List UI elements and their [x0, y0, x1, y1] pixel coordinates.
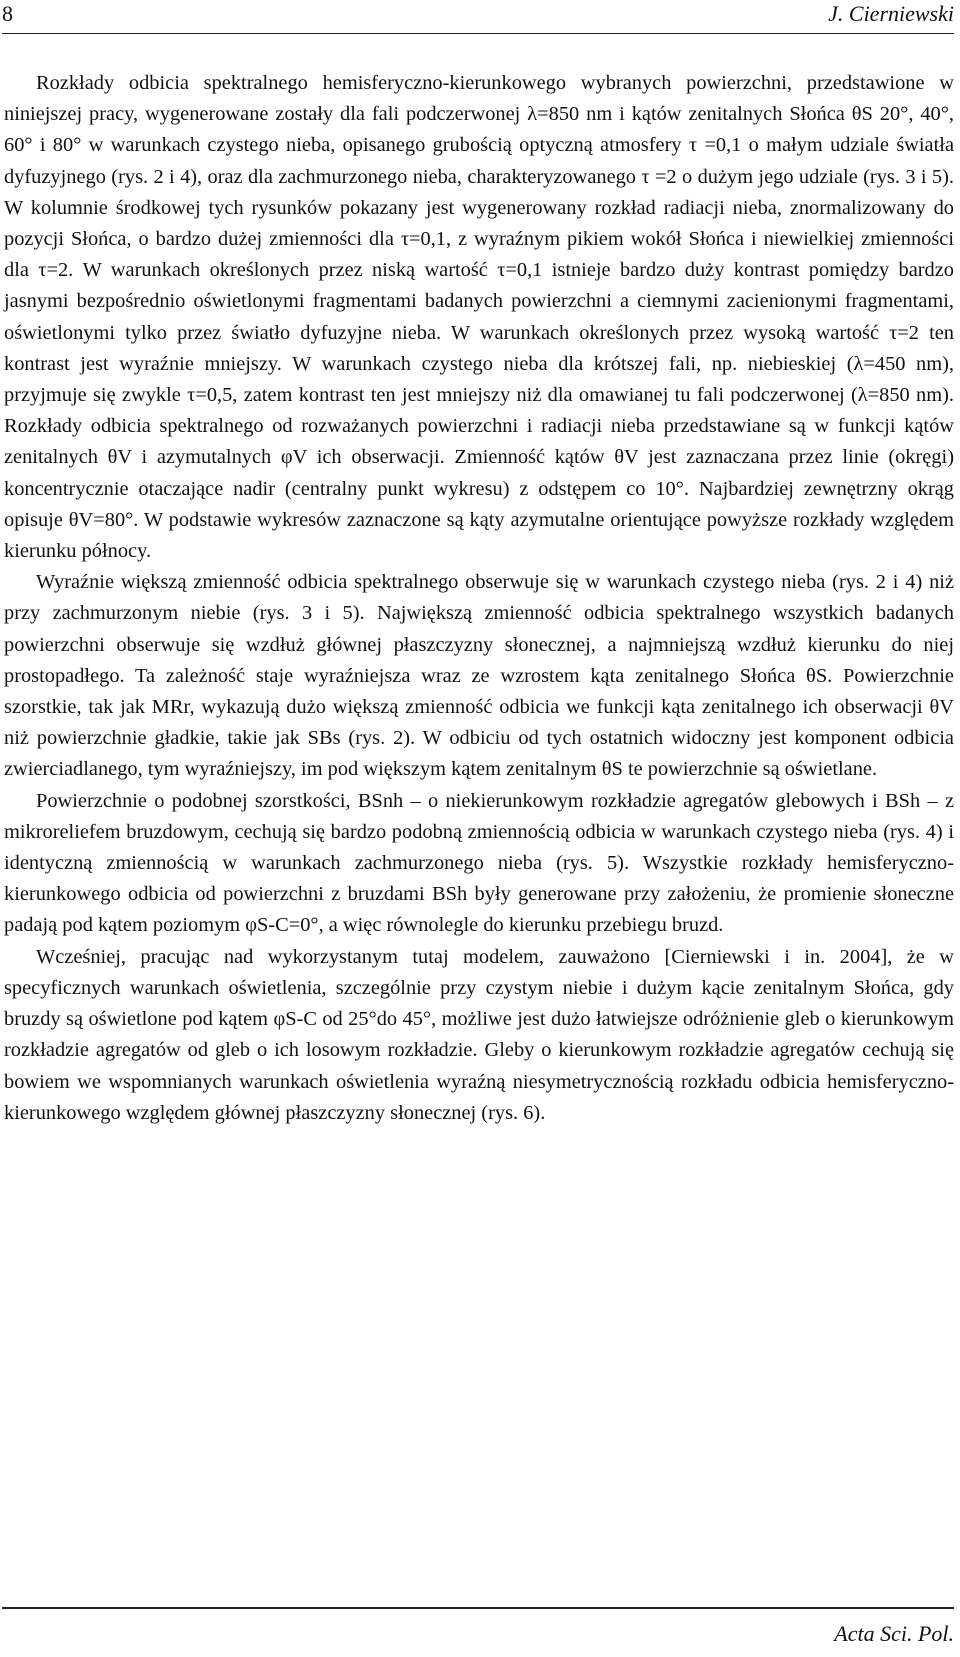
header-rule — [2, 33, 954, 34]
paragraph-1: Rozkłady odbicia spektralnego hemisferyczno-kierunkowego wybranych powierzchni, przedstawione w niniejszej pracy, wygenerowane zostały dla fali podczerwonej λ=850 nm i kątów zenitalnych Słońca θS 20°, 40°, 60° i 80° w warunkach czystego nieba, opisanego grubością optyczną atmosfery τ =0,1 o małym udziale światła dyfuzyjnego (rys. 2 i 4), oraz dla zachmurzonego nieba, charakteryzowanego τ =2 o dużym jego udziale (rys. 3 i 5). W kolumnie środkowej tych rysunków pokazany jest wygenerowany rozkład radiacji nieba, znormalizowany do pozycji Słońca, o bardzo dużej zmienności dla τ=0,1, z wyraźnym pikiem wokół Słońca i niewielkiej zmienności dla τ=2. W warunkach określonych przez niską wartość τ=0,1 istnieje bardzo duży kontrast pomiędzy bardzo jasnymi bezpośrednio oświetlonymi fragmentami badanych powierzchni a ciemnymi zacienionymi fragmentami, oświetlonymi tylko przez światło dyfuzyjne nieba. W warunkach określonych przez wysoką wartość τ=2 ten kontrast jest wyraźnie mniejszy. W warunkach czystego nieba dla krótszej fali, np. niebieskiej (λ=450 nm), przyjmuje się zwykle τ=0,5, zatem kontrast ten jest mniejszy niż dla omawianej tu fali podczerwonej (λ=850 nm). Rozkłady odbicia spektralnego od rozważanych powierzchni i radiacji nieba przedstawiane są w funkcji kątów zenitalnych θV i azymutalnych φV ich obserwacji. Zmienność kątów θV jest zaznaczana przez linie (okręgi) koncentrycznie otaczające nadir (centralny punkt wykresu) z odstępem co 10°. Najbardziej zewnętrzny okrąg opisuje θV=80°. W podstawie wykresów zaznaczone są kąty azymutalne orientujące powyższe rozkłady względem kierunku północy. — [4, 72, 954, 563]
paragraph-2: Wyraźnie większą zmienność odbicia spektralnego obserwuje się w warunkach czystego nieba (rys. 2 i 4) niż przy zachmurzonym niebie (rys. 3 i 5). Największą zmienność odbicia spektralnego wszystkich badanych powierzchni obserwuje się wzdłuż głównej płaszczyzny słonecznej, a najmniejszą wzdłuż kierunku do niej prostopadłego. Ta zależność staje wyraźniejsza wraz ze wzrostem kąta zenitalnego Słońca θS. Powierzchnie szorstkie, tak jak MRr, wykazują dużo większą zmienność odbicia we funkcji kąta zenitalnego ich obserwacji θV niż powierzchnie gładkie, takie jak SBs (rys. 2). W odbiciu od tych ostatnich widoczny jest komponent odbicia zwierciadlanego, tym wyraźniejszy, im pod większym kątem zenitalnym θS te powierzchnie są oświetlane. — [4, 571, 954, 781]
page-header — [0, 0, 960, 34]
paragraph-3: Powierzchnie o podobnej szorstkości, BSnh – o niekierunkowym rozkładzie agregatów glebowych i BSh – z mikroreliefem bruzdowym, cechują się bardzo podobną zmiennością odbicia w warunkach czystego nieba (rys. 4) i identyczną zmiennością w warunkach zachmurzonego nieba (rys. 5). Wszystkie rozkłady hemisferyczno-kierunkowego odbicia od powierzchni z bruzdami BSh były generowane przy założeniu, że promienie słoneczne padają pod kątem poziomym φS-C=0°, a więc równolegle do kierunku przebiegu bruzd. — [4, 789, 954, 937]
running-head: J. Cierniewski — [828, 1, 954, 26]
page-number: 8 — [2, 1, 13, 26]
journal-name: Acta Sci. Pol. — [834, 1621, 954, 1646]
paragraph-4: Wcześniej, pracując nad wykorzystanym tutaj modelem, zauważono [Cierniewski i in. 2004], że w specyficznych warunkach oświetlenia, szczególnie przy czystym niebie i dużym kącie zenitalnym Słońca, gdy bruzdy są oświetlone pod kątem φS-C od 25°do 45°, możliwe jest dużo łatwiejsze odróżnienie gleb o kierunkowym rozkładzie agregatów od gleb o ich losowym rozkładzie. Gleby o kierunkowym rozkładzie agregatów cechują się bowiem we wspomnianych warunkach oświetlenia wyraźną niesymetrycznością rozkładu odbicia hemisferyczno-kierunkowego względem głównej płaszczyzny słonecznej (rys. 6). — [4, 945, 954, 1124]
footer-rule — [2, 1607, 954, 1609]
body-text — [4, 68, 954, 1129]
